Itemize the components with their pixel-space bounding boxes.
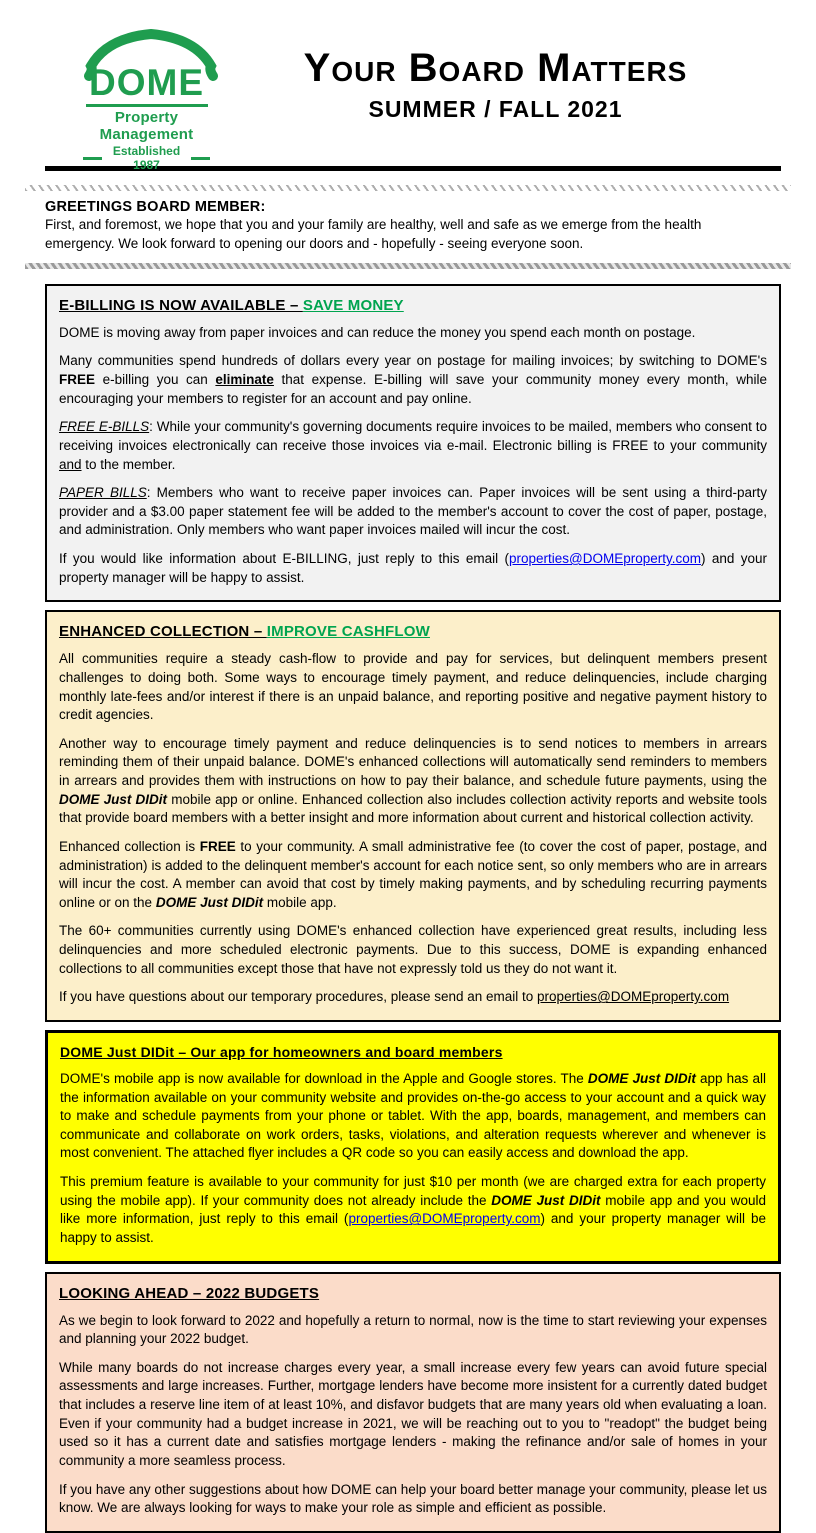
paragraph [59, 352, 767, 408]
paragraph [59, 484, 767, 540]
text-run: DOME Just DIDit [491, 1192, 601, 1208]
paragraph [59, 550, 767, 587]
text-run: Many communities spend hundreds of dollars every year on postage for mailing invoices; by switching to DOME's [59, 353, 767, 369]
text-run: If you have questions about our temporary procedures, please send an email to [59, 989, 538, 1005]
text-run: IMPROVE CASHFLOW [266, 623, 430, 641]
sections-container [45, 284, 781, 1533]
logo-name: DOME [89, 62, 204, 103]
text-run: FREE E-BILLS [59, 419, 150, 435]
text-run: FREE [199, 838, 236, 854]
text-run: As we begin to look forward to 2022 and hopefully a return to normal, now is the time to start reviewing your expenses and planning your 2022 budget. [59, 1312, 767, 1347]
greeting-bottom-border [25, 263, 791, 269]
newsletter-subtitle: SUMMER / FALL 2021 [368, 96, 623, 122]
logo-divider [86, 104, 208, 107]
text-run: DOME Just DIDit [587, 1070, 696, 1086]
text-run: If you have any other suggestions about how DOME can help your board better manage your community, please let us know. We are always looking for ways to make your role as simple and efficient as possible. [59, 1481, 767, 1516]
text-run: to the member. [81, 456, 176, 472]
paragraph [59, 988, 767, 1007]
logo-established [83, 144, 210, 172]
dome-logo [45, 26, 210, 172]
section-title-enhanced-collection [59, 623, 767, 640]
text-run: ) and your property manager will be happy to assist. [60, 1211, 766, 1245]
greeting-section [45, 185, 781, 269]
text-run: to your community. A small administrative fee (to cover the cost of paper, postage, and administration) is added to the delinquent member's account for each notice sent, so only members who are in arrears will incur the cost. A member can avoid that cost by timely making payments, and by scheduling recurring payments online or on the [59, 838, 767, 910]
text-run: This premium feature is available to your community for just $10 per month (we are charged extra for each property using the mobile app). If your community does not already include the [60, 1174, 766, 1208]
text-run: DOME is moving away from paper invoices and can reduce the money you spend each month on postage. [59, 324, 696, 340]
logo-subtitle: Property Management [99, 109, 194, 143]
text-run: LOOKING AHEAD – 2022 BUDGETS [59, 1284, 320, 1302]
greeting-heading: GREETINGS BOARD MEMBER: [45, 199, 266, 215]
paragraph [59, 922, 767, 978]
greeting-top-border [25, 185, 791, 191]
text-run: DOME Just DIDit [59, 791, 168, 807]
section-title-looking-ahead-budgets [59, 1285, 767, 1302]
text-run: app has all the information available on your community website and provides on-the-go access to your account and a quick way to make and schedule payments from your phone or tablet. With the app, boards, management, and members can communicate and collaborate on work orders, tasks, violations, and alteration requests wherever and whenever is most convenient. The attached flyer includes a QR code so you can easily access and download the app. [60, 1070, 766, 1161]
text-run: Enhanced collection is [59, 838, 200, 854]
newsletter-header [45, 26, 781, 172]
text-run: The 60+ communities currently using DOME's enhanced collection have experienced great results, including less delinquencies and more scheduled electronic payments. Due to this success, DOME is expanding enhanced collections to all communities except those that have not expressly told us they do not want it. [59, 923, 767, 976]
section-ebilling [45, 284, 781, 603]
text-run: : While your community's governing documents require invoices to be mailed, members who consent to receiving invoices electronically can receive those invoices via e-mail. Electronic billing is FREE to your community [59, 419, 768, 453]
text-run: All communities require a steady cash-flow to provide and pay for services, but delinquent members present challenges to doing both. Some ways to encourage timely payment, and reduce delinquencies, include charging monthly late-fees and/or interest if there is an unpaid balance, and reporting positive and negative payment history to credit agencies. [59, 651, 767, 723]
section-title-just-didit-app [60, 1044, 766, 1060]
email-link[interactable]: properties@DOMEproperty.com [537, 989, 730, 1005]
logo-established-text: Established 1987 [112, 144, 181, 172]
paragraph [59, 418, 767, 474]
paragraph [59, 735, 767, 828]
text-run: DOME Just DIDit – Our app for homeowners and board members [60, 1043, 503, 1060]
text-run: DOME's mobile app is now available for download in the Apple and Google stores. The [60, 1070, 588, 1086]
section-just-didit-app [45, 1030, 781, 1264]
paragraph [59, 1359, 767, 1471]
text-run: While many boards do not increase charges every year, a small increase every few years can avoid future special assessments and large increases. Further, mortgage lenders have become more insistent for a currently dated budget that includes a reserve line item of at least 10%, and disfavor budgets that are many years old when evaluating a loan. Even if your community had a budget increase in 2021, we will be reaching out to you to "readopt" the budget being used so it has a current date and satisfies mortgage lenders - making the refinance and/or sale of homes in your community a more seamless process. [59, 1359, 767, 1468]
text-run: SAVE MONEY [302, 296, 404, 314]
text-run: that expense. E-billing will save your community money every month, while encouraging your members to register for an account and pay online. [59, 372, 768, 406]
email-link[interactable]: properties@DOMEproperty.com [348, 1211, 541, 1227]
text-run: eliminate [215, 372, 274, 388]
paragraph [60, 1070, 766, 1163]
text-run: PAPER BILLS [59, 485, 147, 501]
text-run: DOME Just DIDit [155, 894, 264, 910]
text-run: mobile app. [263, 894, 337, 910]
text-run: If you would like information about E-BILLING, just reply to this email ( [59, 551, 509, 567]
text-run: FREE [59, 372, 96, 388]
logo-dash-left [83, 157, 102, 160]
section-looking-ahead-budgets [45, 1272, 781, 1533]
paragraph [59, 1312, 767, 1349]
paragraph [59, 1481, 767, 1518]
greeting-body: First, and foremost, we hope that you and your family are healthy, well and safe as we emerge from the health emergency. We look forward to opening our doors and - hopefully - seeing everyone soon. [45, 217, 702, 251]
title-block [210, 26, 781, 123]
email-link[interactable]: properties@DOMEproperty.com [508, 551, 701, 567]
text-run: Another way to encourage timely payment and reduce delinquencies is to send notices to members in arrears reminding them of their unpaid balance. DOME's enhanced collections will automatically send reminders to members in arrears and provides them with instructions on how to pay their balance, and schedule future payments, using the [59, 735, 767, 789]
paragraph [60, 1173, 766, 1248]
newsletter-title: Your Board Matters [303, 46, 688, 90]
text-run: mobile app or online. Enhanced collection also includes collection activity reports and website tools that provide board members with a better insight and more information about current and historical collection activity. [59, 791, 767, 826]
text-run: ENHANCED COLLECTION – [59, 623, 267, 641]
paragraph [59, 838, 767, 913]
text-run: E-BILLING IS NOW AVAILABLE – [59, 296, 303, 314]
text-run: : Members who want to receive paper invoices can. Paper invoices will be sent using a third-party provider and a $3.00 paper statement fee will be added to the member's account to cover the cost of paper, postage, and administration. Only members who want paper invoices mailed will incur the cost. [59, 485, 767, 538]
text-run: e-billing you can [95, 372, 216, 388]
text-run: and [59, 456, 82, 472]
section-enhanced-collection [45, 610, 781, 1022]
paragraph [59, 650, 767, 725]
logo-dash-right [191, 157, 210, 160]
text-run: mobile app and you would like more information, just reply to this email ( [60, 1192, 766, 1227]
text-run: ) and your property manager will be happy to assist. [59, 551, 767, 585]
section-title-ebilling [59, 297, 767, 314]
paragraph [59, 324, 767, 343]
